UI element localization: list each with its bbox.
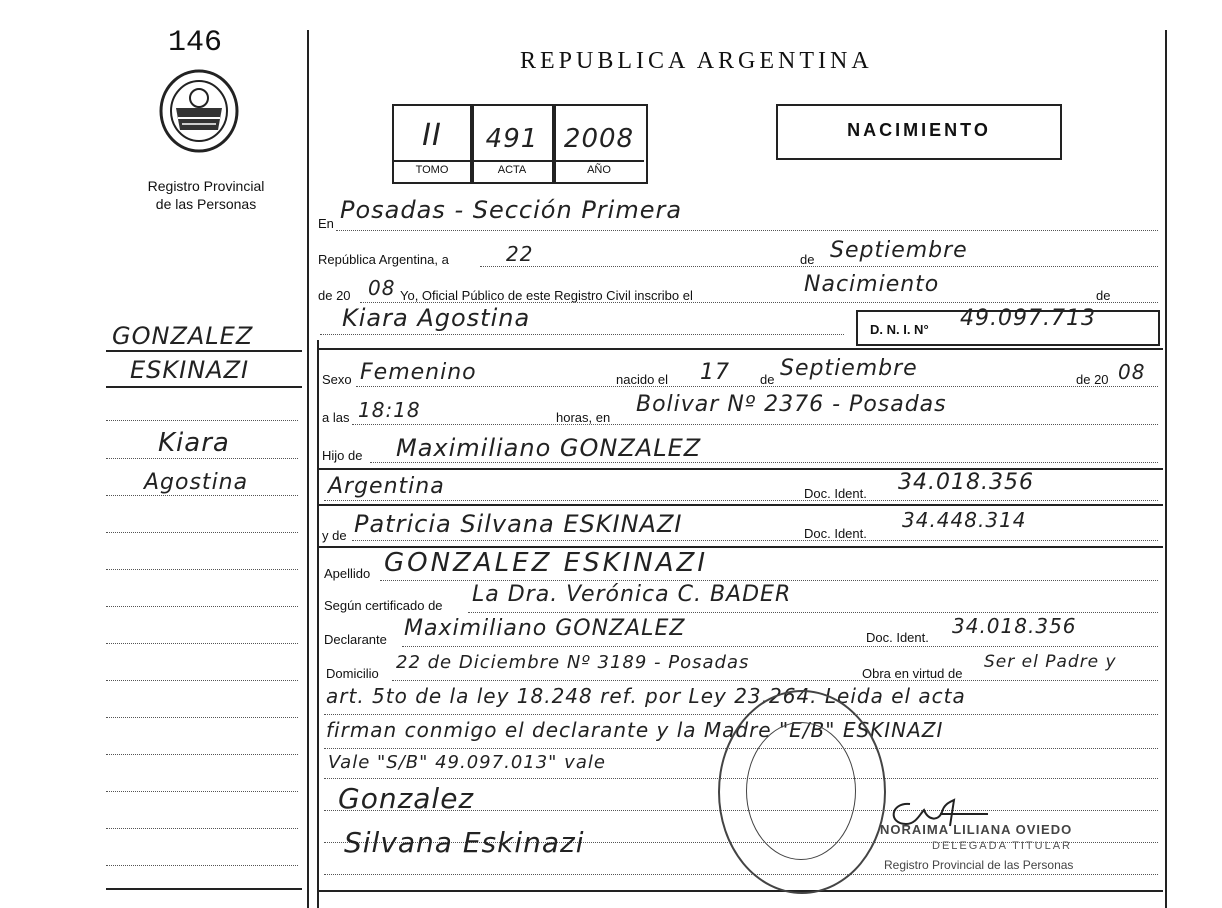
mother-doc-value: 34.448.314 [902,508,1027,532]
inscribo-value: Nacimiento [804,272,940,297]
left-line [106,717,298,718]
declarante-label: Declarante [324,632,387,647]
apellido-label: Apellido [324,566,371,581]
declarant-signature: Gonzalez [338,782,475,815]
father-value: Maximiliano GONZALEZ [396,434,702,462]
registry-name-line2: de las Personas [155,196,257,212]
sig-line-3 [324,874,1158,875]
en-value: Posadas - Sección Primera [340,196,683,224]
left-line [106,606,298,607]
left-bottom-rule [106,888,302,890]
republica-line [480,266,1158,267]
country-title: REPUBLICA ARGENTINA [520,48,873,74]
nacido-label: nacido el [616,372,669,387]
margin-surname-1: GONZALEZ [112,322,254,350]
continuation-line-3: Vale "S/B" 49.097.013" vale [328,752,606,773]
alas-label: a las [322,410,350,425]
father-doc-label: Doc. Ident. [804,486,867,501]
margin-name-1: Kiara [158,428,230,458]
left-line [106,420,298,421]
left-line [106,754,298,755]
hijo-label: Hijo de [322,448,363,463]
sexo-value: Femenino [360,360,477,385]
de20-line [360,302,1158,303]
officer-name: NORAIMA LILIANA OVIEDO [880,822,1073,837]
alas-line [352,424,1158,425]
left-line [106,791,298,792]
bottom-rule [317,890,1163,892]
full-name-line [320,334,844,335]
left-border-line [307,30,309,908]
left-rule-top [106,350,302,352]
acta-value: 491 [485,124,539,154]
domicilio-line [392,680,1158,681]
left-line [106,569,298,570]
section-rule-3 [317,504,1163,506]
dni-value: 49.097.713 [960,306,1096,331]
yo-text: Yo, Oficial Público de este Registro Civil inscribo el [400,288,693,303]
declarante-line [402,646,1158,647]
dni-label: D. N. I. N° [870,322,929,337]
full-name-value: Kiara Agostina [342,304,531,332]
tomo-label: TOMO [415,164,449,176]
tomo-value: II [422,118,442,153]
section-rule-2 [317,468,1163,470]
nationality-line [324,500,1158,501]
officer-title-2: Registro Provincial de las Personas [884,858,1074,872]
father-nationality-value: Argentina [328,474,445,499]
en-label: En [318,216,334,231]
certificado-label: Según certificado de [324,598,443,613]
anio-value: 2008 [563,124,635,154]
domicilio-label: Domicilio [326,666,379,681]
continuation-line-1: art. 5to de la ley 18.248 ref. por Ley 23.264. Leida el acta [326,684,966,708]
day-value: 22 [506,242,534,266]
sexo-label: Sexo [322,372,352,387]
birth-month-value: Septiembre [780,356,918,381]
officer-title-1: DELEGADA TITULAR [932,840,1072,852]
hour-value: 18:18 [358,398,421,422]
sexo-line [356,386,1158,387]
yde-label: y de [322,528,347,543]
margin-surname-2: ESKINAZI [130,356,250,384]
folio-number: 146 [168,26,223,60]
inner-border-line [317,340,319,908]
left-line [106,458,298,459]
year-value: 08 [368,276,396,300]
declarante-doc-value: 34.018.356 [952,614,1077,638]
republica-label: República Argentina, a [318,252,449,267]
official-round-stamp-inner [746,722,856,860]
left-line [106,495,298,496]
birth-day-value: 17 [700,360,730,385]
obra-label: Obra en virtud de [862,666,963,681]
left-rule-mid [106,386,302,388]
anio-label: AÑO [587,164,611,176]
margin-name-2: Agostina [144,470,249,495]
obra-value: Ser el Padre y [984,652,1117,672]
place-value: Bolivar Nº 2376 - Posadas [636,392,947,417]
left-line [106,828,298,829]
mother-signature: Silvana Eskinazi [344,826,585,859]
right-border-line [1165,30,1167,908]
de-label-month: de [800,252,815,267]
cont-line-1 [324,714,1158,715]
left-line [106,532,298,533]
hijo-line [370,462,1158,463]
horas-label: horas, en [556,410,611,425]
en-line [336,230,1158,231]
de20-label-2: de 20 [1076,372,1109,387]
left-line [106,680,298,681]
box-label-divider [392,160,644,162]
de20-label: de 20 [318,288,351,303]
declarante-value: Maximiliano GONZALEZ [404,616,686,641]
registry-name-line1: Registro Provincial [147,178,265,194]
left-line [106,865,298,866]
yde-line [352,540,1158,541]
domicilio-value: 22 de Diciembre Nº 3189 - Posadas [396,652,750,673]
father-doc-value: 34.018.356 [898,470,1034,495]
continuation-line-2: firman conmigo el declarante y la Madre "E/B" ESKINAZI [326,718,944,742]
certificado-line [468,612,1158,613]
declarante-doc-label: Doc. Ident. [866,630,929,645]
mother-doc-label: Doc. Ident. [804,526,867,541]
month-value: Septiembre [830,238,968,263]
mother-value: Patricia Silvana ESKINAZI [354,510,683,538]
left-line [106,643,298,644]
apellido-value: GONZALEZ ESKINAZI [384,548,709,578]
section-rule-1 [317,348,1163,350]
de-label-3: de [760,372,775,387]
certificado-value: La Dra. Verónica C. BADER [472,582,792,607]
act-type-label: NACIMIENTO [847,120,991,140]
provincial-seal-icon [158,68,240,154]
acta-label: ACTA [497,164,527,176]
apellido-line [380,580,1158,581]
de-label-2: de [1096,288,1111,303]
birth-year-value: 08 [1118,360,1146,384]
